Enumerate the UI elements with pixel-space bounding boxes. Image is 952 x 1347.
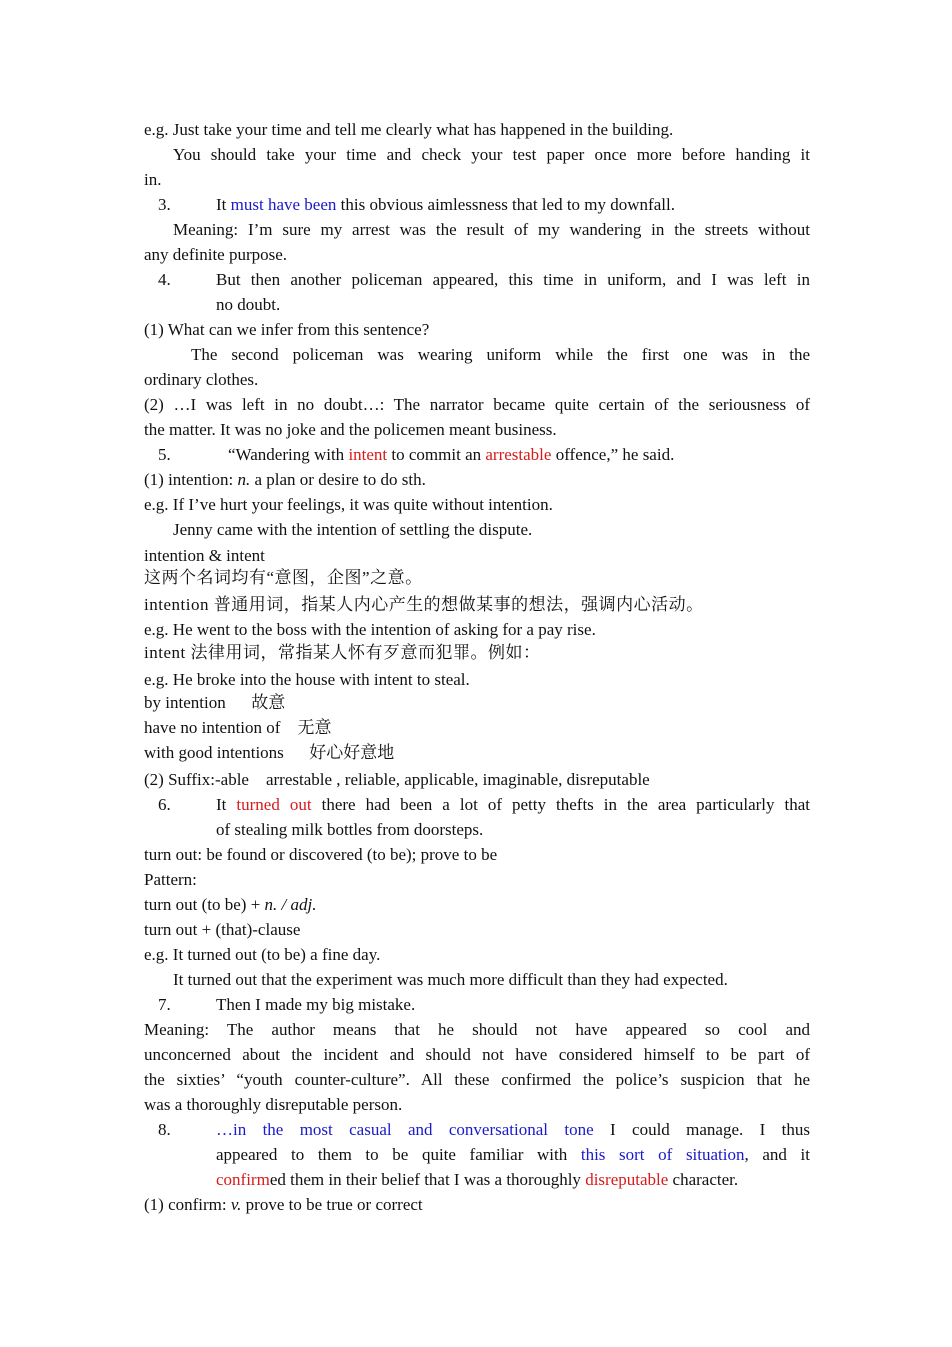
example-line: e.g. Just take your time and tell me clearly what has happened in the building. [144,120,674,139]
sentence-item-3: It must have been this obvious aimlessness that led to my downfall. [216,195,675,214]
example-line: e.g. He went to the boss with the intention of asking for a pay rise. [144,620,596,639]
definition-line: (1) confirm: v. prove to be true or correct [144,1195,423,1214]
highlight-word: intent [348,445,388,464]
text-line: (2) …I was left in no doubt…: The narrator became quite certain of the seriousness of [144,395,810,414]
sentence-item-4: But then another policeman appeared, this time in uniform, and I was left in [216,270,810,289]
highlight-phrase: …in the most casual and conversational tone [216,1120,594,1139]
text-line: appeared to them to be quite familiar with this sort of situation, and it [216,1145,810,1164]
meaning-line: Meaning: The author means that he should not have appeared so cool and [144,1020,810,1039]
meaning-line: Meaning: I’m sure my arrest was the result of my wandering in the streets without [173,220,810,239]
item-number: 4. [158,270,171,289]
highlight-phrase: must have been [230,195,337,214]
item-number: 6. [158,795,171,814]
definition-line: turn out: be found or discovered (to be); prove to be [144,845,498,864]
pattern-line: turn out + (that)-clause [144,920,301,939]
phrase-line: have no intention of 无意 [144,718,332,737]
item-number: 8. [158,1120,171,1139]
phrase-line: by intention 故意 [144,693,286,712]
highlight-phrase: turned out [236,795,312,814]
sentence-item-6: It turned out there had been a lot of petty thefts in the area particularly that [216,795,811,814]
question-line: (1) What can we infer from this sentence? [144,320,430,339]
highlight-word: arrestable [485,445,552,464]
chinese-note: intent 法律用词，常指某人怀有歹意而犯罪。例如： [144,643,541,662]
highlight-word: confirm [216,1170,270,1189]
text-line: was a thoroughly disreputable person. [144,1095,403,1114]
example-line: You should take your time and check your test paper once more before handing it [173,145,810,164]
item-number: 3. [158,195,171,214]
highlight-word: disreputable [585,1170,669,1189]
example-line: Jenny came with the intention of settling the dispute. [173,520,533,539]
definition-line: (1) intention: n. a plan or desire to do sth. [144,470,426,489]
chinese-note: 这两个名词均有“意图，企图”之意。 [144,568,423,587]
chinese-note: intention 普通用词，指某人内心产生的想做某事的想法，强调内心活动。 [144,595,704,614]
phrase-line: with good intentions 好心好意地 [144,743,395,762]
text-line: in. [144,170,162,189]
text-line: ordinary clothes. [144,370,259,389]
text-line: Pattern: [144,870,197,889]
example-line: e.g. If I’ve hurt your feelings, it was quite without intention. [144,495,553,514]
pattern-line: turn out (to be) + n. / adj. [144,895,317,914]
suffix-line: (2) Suffix:-able arrestable , reliable, applicable, imaginable, disreputable [144,770,650,789]
item-number: 7. [158,995,171,1014]
example-line: It turned out that the experiment was much more difficult than they had expected. [173,970,728,989]
example-line: e.g. He broke into the house with intent to steal. [144,670,470,689]
text-line: confirmed them in their belief that I was a thoroughly disreputable character. [216,1170,739,1189]
text-line: The second policeman was wearing uniform while the first one was in the [191,345,810,364]
example-line: e.g. It turned out (to be) a fine day. [144,945,381,964]
text-line: no doubt. [216,295,281,314]
text-line: intention & intent [144,546,265,565]
text-line: the matter. It was no joke and the policemen meant business. [144,420,557,439]
sentence-item-7: Then I made my big mistake. [216,995,416,1014]
sentence-item-8: …in the most casual and conversational tone I could manage. I thus [216,1120,810,1139]
text-line: any definite purpose. [144,245,288,264]
text-line: of stealing milk bottles from doorsteps. [216,820,484,839]
text-line: the sixties’ “youth counter-culture”. All these confirmed the police’s suspicion that he [144,1070,810,1089]
highlight-phrase: this sort of situation [580,1145,745,1164]
text-line: unconcerned about the incident and should not have considered himself to be part of [144,1045,810,1064]
sentence-item-5: “Wandering with intent to commit an arrestable offence,” he said. [228,445,675,464]
item-number: 5. [158,445,171,464]
